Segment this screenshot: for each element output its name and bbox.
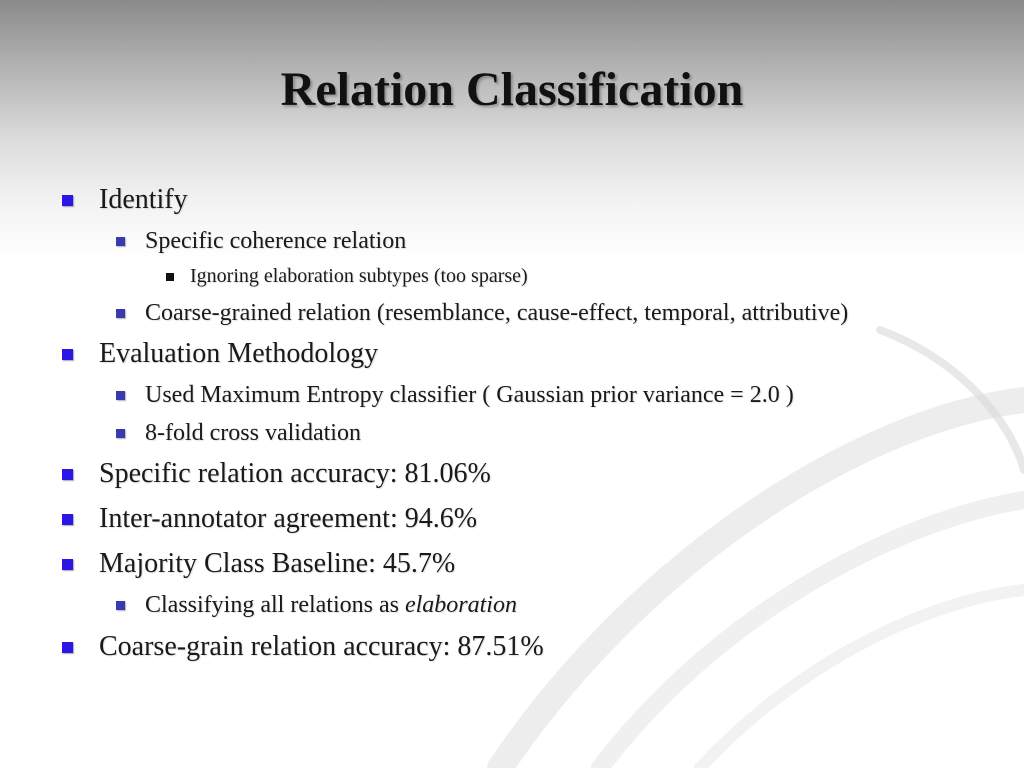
bullet-text: Specific relation accuracy: 81.06%: [99, 458, 491, 489]
bullet-inter-annotator-agreement: [62, 503, 477, 535]
bullet-text: Inter-annotator agreement: 94.6%: [99, 503, 478, 534]
bullet-square-icon: [62, 559, 73, 570]
bullet-coarse-grain-accuracy: [62, 631, 544, 663]
bullet-ignoring-elaboration-subtypes: [166, 265, 528, 288]
bullet-coarse-grained-relation: [116, 300, 848, 327]
bullet-maximum-entropy-classifier: [116, 382, 794, 409]
bullet-square-icon: [116, 391, 125, 400]
bullet-classifying-all-relations: [116, 592, 517, 619]
bullet-text: Coarse-grain relation accuracy: 87.51%: [99, 631, 544, 662]
slide-title: Relation Classification: [280, 63, 744, 116]
bullet-square-icon: [116, 601, 125, 610]
bullet-majority-class-baseline: [62, 548, 455, 580]
bullet-square-icon: [62, 514, 73, 525]
bullet-cross-validation: [116, 420, 361, 447]
bullet-square-icon: [62, 349, 73, 360]
bullet-square-icon: [62, 642, 73, 653]
bullet-evaluation-methodology: [62, 338, 378, 370]
bullet-text: Identify: [99, 184, 188, 215]
bullet-square-icon: [116, 309, 125, 318]
bullet-square-icon: [116, 237, 125, 246]
bullet-text: Used Maximum Entropy classifier ( Gaussian prior variance = 2.0 ): [145, 382, 794, 408]
bullet-identify: [62, 184, 188, 216]
bullet-text: Majority Class Baseline: 45.7%: [99, 548, 456, 579]
bullet-text: Evaluation Methodology: [99, 338, 379, 369]
bullet-text-emphasis: elaboration: [404, 592, 517, 618]
bullet-square-icon: [62, 195, 73, 206]
bullet-square-icon: [166, 273, 174, 281]
bullet-text: 8-fold cross validation: [145, 420, 361, 446]
bullet-text: [145, 592, 517, 619]
bullet-text: Coarse-grained relation (resemblance, cause-effect, temporal, attributive): [145, 300, 849, 326]
bullet-text: Ignoring elaboration subtypes (too sparse): [190, 265, 528, 287]
bullet-square-icon: [116, 429, 125, 438]
bullet-specific-relation-accuracy: [62, 458, 491, 490]
bullet-text-plain: Classifying all relations as: [145, 592, 405, 618]
bullet-specific-coherence-relation: [116, 228, 406, 255]
bullet-text: Specific coherence relation: [145, 228, 407, 254]
bullet-square-icon: [62, 469, 73, 480]
